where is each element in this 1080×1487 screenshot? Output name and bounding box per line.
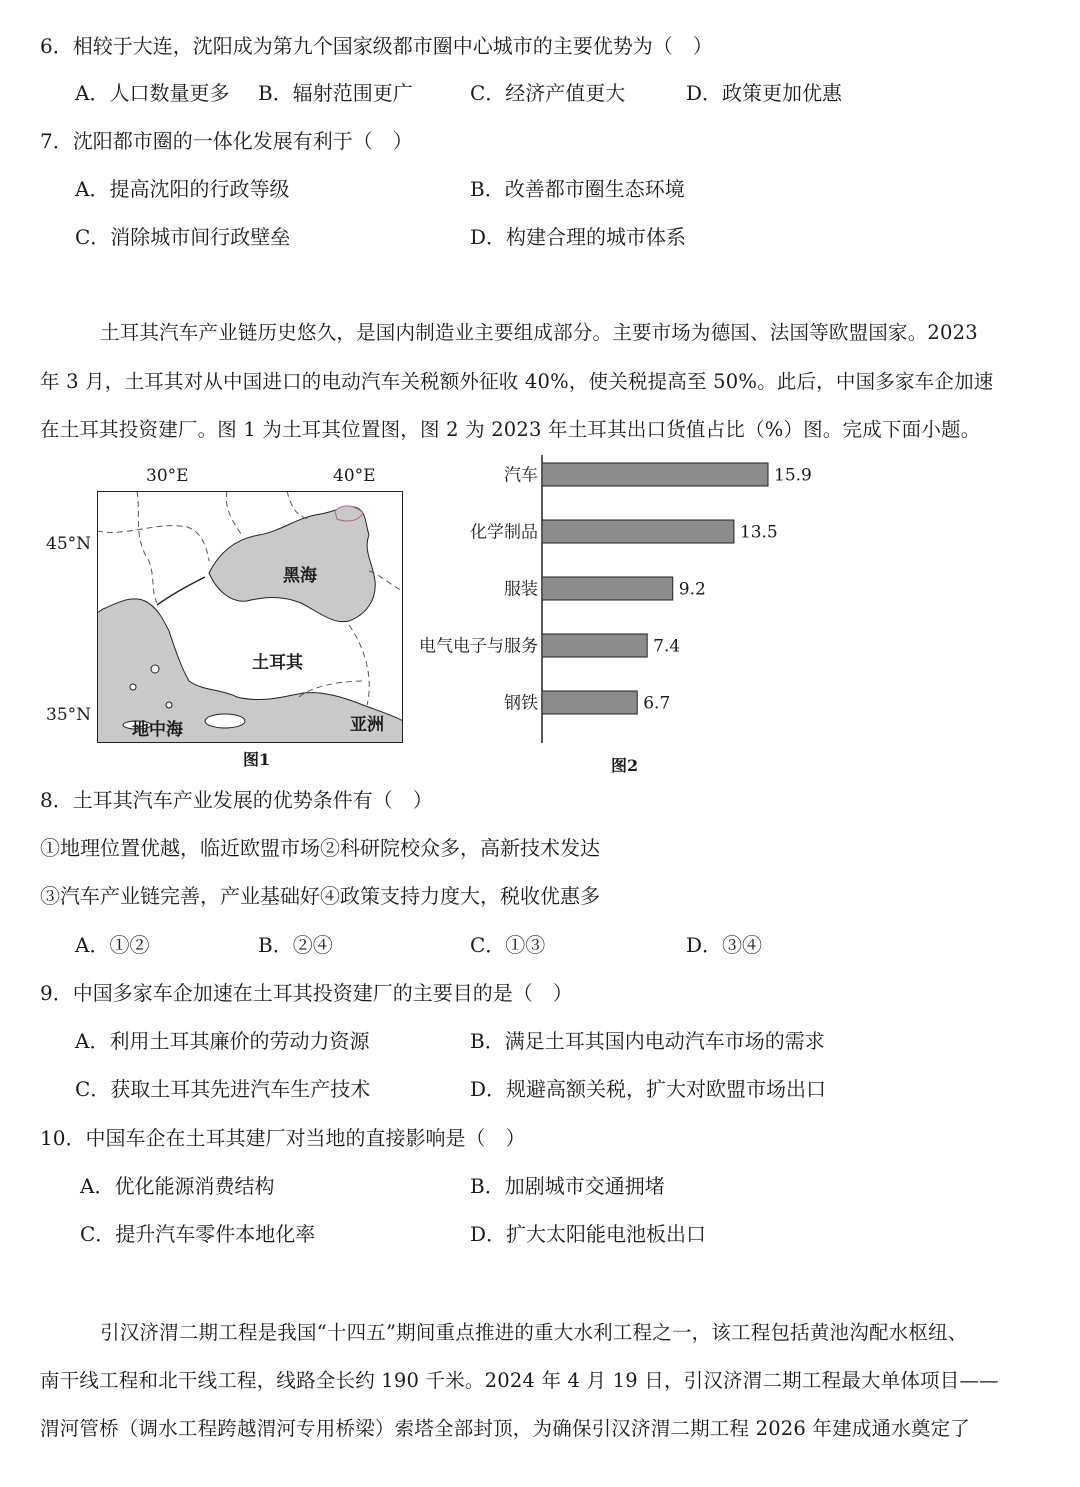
map-lon-30e: 30°E [146, 466, 189, 486]
value-label-2: 9.2 [678, 579, 706, 600]
q10-option-b[interactable]: B．加剧城市交通拥堵 [470, 1174, 665, 1198]
map-lon-40e: 40°E [333, 466, 376, 486]
passage2-line-2: 南干线工程和北干线工程，线路全长约 190 千米。2024 年 4 月 19 日，引汉济渭二期工程最大单体项目—— [40, 1369, 999, 1392]
q8-option-b[interactable]: B．②④ [258, 933, 333, 957]
category-label-0: 汽车 [504, 465, 538, 486]
bar-1 [542, 520, 734, 543]
q8-stem: 8．土耳其汽车产业发展的优势条件有（ ） [40, 788, 433, 812]
cyprus-island [205, 714, 245, 728]
q7-option-c[interactable]: C．消除城市间行政壁垒 [75, 225, 291, 249]
figure2-caption: 图2 [611, 756, 639, 775]
map-label-asia: 亚洲 [350, 715, 384, 735]
passage1-line-3: 在土耳其投资建厂。图 1 为土耳其位置图，图 2 为 2023 年土耳其出口货值占比（%）图。完成下面小题。 [40, 418, 981, 441]
figure1-caption: 图1 [243, 750, 271, 769]
passage2-line-1: 引汉济渭二期工程是我国“十四五”期间重点推进的重大水利工程之一，该工程包括黄池沟配水枢纽、 [100, 1321, 968, 1344]
value-label-0: 15.9 [774, 465, 812, 486]
map-label-turkey: 土耳其 [252, 653, 303, 673]
category-label-4: 钢铁 [504, 693, 538, 714]
q7-option-d[interactable]: D．构建合理的城市体系 [470, 225, 687, 249]
q10-option-d[interactable]: D．扩大太阳能电池板出口 [470, 1222, 707, 1246]
q8-statement-1: ①地理位置优越，临近欧盟市场②科研院校众多，高新技术发达 [40, 836, 600, 860]
value-label-3: 7.4 [653, 636, 681, 657]
export-share-chart [400, 455, 820, 745]
q9-option-a[interactable]: A．利用土耳其廉价的劳动力资源 [75, 1029, 370, 1053]
q7-option-b[interactable]: B．改善都市圈生态环境 [470, 177, 685, 201]
passage1-line-1: 土耳其汽车产业链历史悠久，是国内制造业主要组成部分。主要市场为德国、法国等欧盟国家。2023 [100, 321, 978, 344]
passage2-line-3: 渭河管桥（调水工程跨越渭河专用桥梁）索塔全部封顶，为确保引汉济渭二期工程 2026 年建成通水奠定了 [40, 1417, 971, 1440]
map-lat-45n: 45°N [46, 534, 92, 554]
q10-stem: 10．中国车企在土耳其建厂对当地的直接影响是（ ） [40, 1126, 526, 1150]
q6-option-b[interactable]: B．辐射范围更广 [258, 81, 413, 105]
q6-option-d[interactable]: D．政策更加优惠 [686, 81, 843, 105]
q9-stem: 9．中国多家车企加速在土耳其投资建厂的主要目的是（ ） [40, 981, 573, 1005]
q6-option-a[interactable]: A．人口数量更多 [75, 81, 230, 105]
q9-option-c[interactable]: C．获取土耳其先进汽车生产技术 [75, 1077, 371, 1101]
q8-option-d[interactable]: D．③④ [686, 933, 763, 957]
q10-option-c[interactable]: C．提升汽车零件本地化率 [80, 1222, 316, 1246]
q8-statement-2: ③汽车产业链完善，产业基础好④政策支持力度大，税收优惠多 [40, 884, 600, 908]
q6-stem: 6．相较于大连，沈阳成为第九个国家级都市圈中心城市的主要优势为（ ） [40, 34, 713, 58]
value-label-1: 13.5 [739, 522, 778, 543]
q7-option-a[interactable]: A．提高沈阳的行政等级 [75, 177, 290, 201]
q10-option-a[interactable]: A．优化能源消费结构 [80, 1174, 275, 1198]
bar-3 [542, 634, 647, 657]
map-label-black-sea: 黑海 [283, 566, 317, 586]
q8-option-a[interactable]: A．①② [75, 933, 150, 957]
turkey-location-map [97, 491, 403, 743]
category-label-1: 化学制品 [470, 522, 538, 543]
value-label-4: 6.7 [643, 693, 671, 714]
passage1-line-2: 年 3 月，土耳其对从中国进口的电动汽车关税额外征收 40%，使关税提高至 50%。此后，中国多家车企加速 [40, 370, 994, 393]
bar-2 [542, 577, 673, 600]
q9-option-d[interactable]: D．规避高额关税，扩大对欧盟市场出口 [470, 1077, 827, 1101]
q7-stem: 7．沈阳都市圈的一体化发展有利于（ ） [40, 129, 413, 153]
q6-option-c[interactable]: C．经济产值更大 [470, 81, 626, 105]
q8-option-c[interactable]: C．①③ [470, 933, 546, 957]
map-label-mediterranean: 地中海 [132, 720, 183, 740]
q9-option-b[interactable]: B．满足土耳其国内电动汽车市场的需求 [470, 1029, 825, 1053]
bar-0 [542, 463, 768, 486]
bar-4 [542, 691, 637, 714]
map-lat-35n: 35°N [46, 705, 92, 725]
category-label-3: 电气电子与服务 [419, 636, 538, 657]
category-label-2: 服装 [504, 579, 538, 600]
